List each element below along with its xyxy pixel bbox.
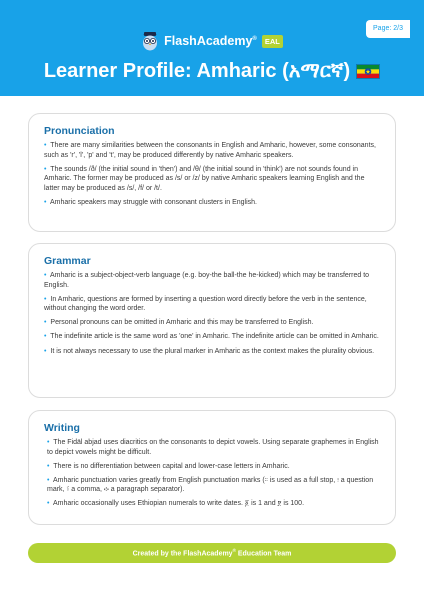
- page-title-row: [0, 60, 424, 83]
- list-item: • The indefinite article is the same word as 'one' in Amharic. The indefinite article can be omitted in Amharic.: [44, 333, 379, 341]
- list-item: • Amharic speakers may struggle with consonant clusters in English.: [44, 198, 257, 206]
- list-item: • The sounds /ð/ (the initial sound in 'then') and /θ/ (the initial sound in 'think') are not sounds found in Amharic. The former may be produced as /s/ or /z/ by native Amharic speakers learning English and the latter may be produced as /s/, /f/ or /t/.: [44, 165, 365, 192]
- pronunciation-card: [28, 113, 396, 232]
- grammar-heading: Grammar: [44, 255, 91, 267]
- list-item: • Personal pronouns can be omitted in Amharic and this may be transferred to English.: [44, 319, 314, 327]
- list-item: • Amharic is a subject-object-verb language (e.g. boy-the ball-the he-kicked) which may be transferred to English.: [44, 272, 370, 289]
- ethiopia-flag-icon: [356, 64, 380, 79]
- grammar-card: [28, 243, 396, 398]
- owl-mascot-icon: [141, 31, 159, 51]
- brand-name: FlashAcademy®: [164, 34, 257, 48]
- list-item: • There is no differentiation between capital and lower-case letters in Amharic.: [47, 462, 290, 470]
- list-item: • Amharic occasionally uses Ethiopian numerals to write dates. ፩ is 1 and ፻ is 100.: [47, 500, 305, 508]
- writing-card: [28, 410, 396, 525]
- list-item: • It is not always necessary to use the plural marker in Amharic as the context makes the plurality obvious.: [44, 347, 375, 355]
- list-item: • Amharic punctuation varies greatly from English punctuation marks (። is used as a full stop, ፧ a question mark, ፣ a comma, ፨ a paragraph separator).: [47, 476, 374, 494]
- writing-heading: Writing: [44, 422, 80, 434]
- header-banner: [0, 0, 424, 96]
- page-number-badge: Page: 2/3: [366, 20, 410, 38]
- page-title: Learner Profile: Amharic (አማርኛ): [43, 60, 351, 82]
- eal-tag: EAL: [262, 35, 283, 48]
- brand-logo: [0, 30, 424, 52]
- list-item: • In Amharic, questions are formed by inserting a question word directly before the verb in the sentence, without changing the word order.: [44, 295, 367, 313]
- pronunciation-heading: Pronunciation: [44, 125, 115, 137]
- list-item: • There are many similarities between the consonants in English and Amharic, however, some consonants, such as 'r', 'l', 'p' and 't', may be produced differently by native Amharic speakers.: [44, 142, 376, 159]
- footer-banner: [28, 543, 396, 563]
- footer-text: Created by the FlashAcademy® Education Team: [132, 548, 292, 558]
- list-item: • The Fidäl abjad uses diacritics on the consonants to depict vowels. Using separate graphemes in English to depict vowels might be difficult.: [47, 439, 379, 456]
